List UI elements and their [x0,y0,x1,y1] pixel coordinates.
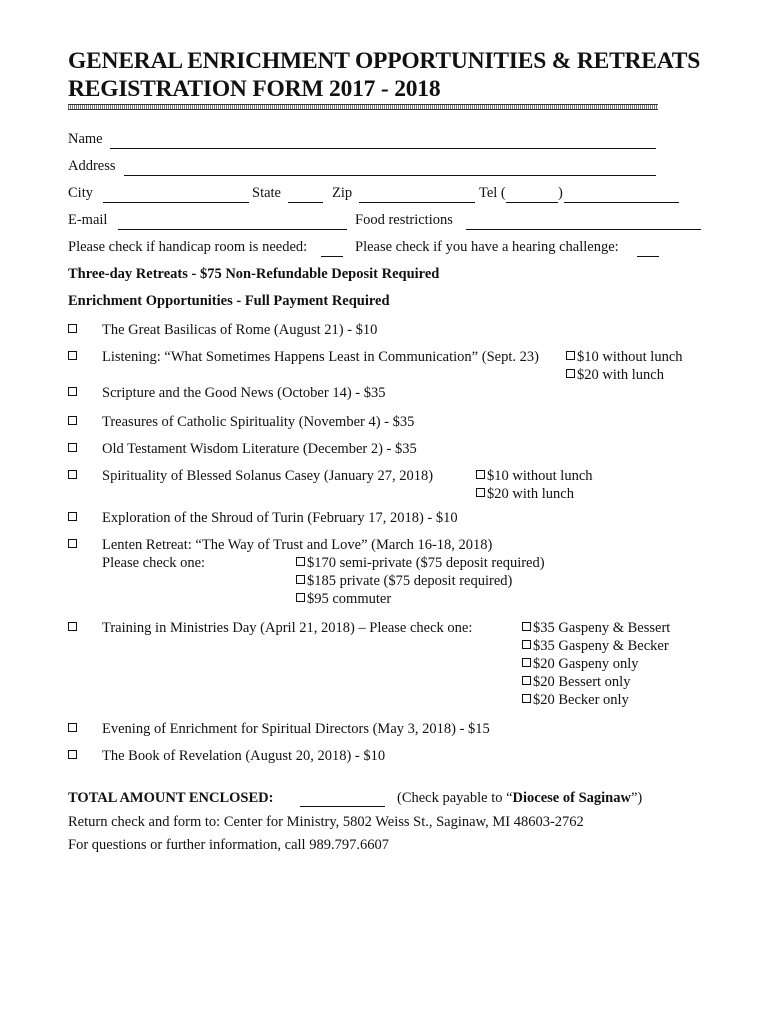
event-treasures: Treasures of Catholic Spirituality (November 4) - $35 [102,414,415,430]
enrichment-heading: Enrichment Opportunities - Full Payment Required [68,293,390,309]
training-option-gaspeny-becker[interactable] [522,638,669,655]
lenten-checkbox[interactable] [68,537,79,554]
payable-note [397,790,642,807]
address-label: Address [68,158,116,174]
listening-checkbox[interactable] [68,349,79,366]
name-label: Name [68,131,103,147]
total-amount-label: TOTAL AMOUNT ENCLOSED: [68,790,274,806]
event-scripture: Scripture and the Good News (October 14) - $35 [102,385,386,401]
event-evening: Evening of Enrichment for Spiritual Directors (May 3, 2018) - $15 [102,721,490,737]
solanus-option-no-lunch[interactable] [476,468,593,485]
tel-close-paren: ) [558,185,563,201]
lenten-option-semi-private-label: $170 semi-private ($75 deposit required) [307,555,545,571]
training-option-becker-only[interactable] [522,692,629,709]
lenten-option-semi-private[interactable] [296,555,545,572]
handicap-field[interactable] [321,256,343,257]
lenten-check-one-label: Please check one: [102,555,206,571]
basilicas-checkbox[interactable] [68,322,79,339]
address-field[interactable] [124,175,656,176]
food-restrictions-field[interactable] [466,229,701,230]
shroud-checkbox[interactable] [68,510,79,527]
lenten-option-commuter-label: $95 commuter [307,591,392,607]
event-solanus: Spirituality of Blessed Solanus Casey (January 27, 2018) [102,468,434,484]
listening-option-no-lunch[interactable] [566,349,683,366]
payable-suffix: ”) [630,790,643,806]
lenten-option-commuter[interactable] [296,591,391,608]
solanus-option-no-lunch-label: $10 without lunch [487,468,593,484]
training-checkbox[interactable] [68,620,79,637]
training-option-gaspeny-only-label: $20 Gaspeny only [533,656,639,672]
lenten-option-private-label: $185 private ($75 deposit required) [307,573,513,589]
return-address: Return check and form to: Center for Ministry, 5802 Weiss St., Saginaw, MI 48603-2762 [68,814,584,830]
evening-checkbox[interactable] [68,721,79,738]
city-label: City [68,185,93,201]
form-title-line2: REGISTRATION FORM 2017 - 2018 [68,76,441,102]
hearing-field[interactable] [637,256,659,257]
email-field[interactable] [118,229,347,230]
zip-field[interactable] [359,202,475,203]
title-divider [68,104,658,110]
event-wisdom: Old Testament Wisdom Literature (December 2) - $35 [102,441,417,457]
listening-option-lunch[interactable] [566,367,664,384]
tel-area-code-field[interactable] [506,202,558,203]
payable-prefix: (Check payable to “ [397,790,513,806]
event-listening: Listening: “What Sometimes Happens Least in Communication” (Sept. 23) [102,349,539,365]
tel-field[interactable] [564,202,679,203]
training-option-becker-only-label: $20 Becker only [533,692,629,708]
training-option-gaspeny-bessert[interactable] [522,620,670,637]
state-label: State [252,185,281,201]
solanus-option-lunch[interactable] [476,486,574,503]
questions-contact: For questions or further information, call 989.797.6607 [68,837,389,853]
event-revelation: The Book of Revelation (August 20, 2018) - $10 [102,748,386,764]
revelation-checkbox[interactable] [68,748,79,765]
food-restrictions-label: Food restrictions [355,212,453,228]
listening-option-lunch-label: $20 with lunch [577,367,664,383]
solanus-checkbox[interactable] [68,468,79,485]
training-option-bessert-only-label: $20 Bessert only [533,674,631,690]
training-option-gaspeny-bessert-label: $35 Gaspeny & Bessert [533,620,671,636]
handicap-label: Please check if handicap room is needed: [68,239,308,255]
event-basilicas: The Great Basilicas of Rome (August 21) - $10 [102,322,378,338]
zip-label: Zip [332,185,353,201]
scripture-checkbox[interactable] [68,385,79,402]
event-training: Training in Ministries Day (April 21, 2018) – Please check one: [102,620,473,636]
event-lenten: Lenten Retreat: “The Way of Trust and Love” (March 16-18, 2018) [102,537,493,553]
training-option-gaspeny-only[interactable] [522,656,639,673]
retreats-heading: Three-day Retreats - $75 Non-Refundable Deposit Required [68,266,440,282]
city-field[interactable] [103,202,249,203]
treasures-checkbox[interactable] [68,414,79,431]
solanus-option-lunch-label: $20 with lunch [487,486,574,502]
form-title-line1: GENERAL ENRICHMENT OPPORTUNITIES & RETREATS [68,48,701,74]
event-shroud: Exploration of the Shroud of Turin (February 17, 2018) - $10 [102,510,458,526]
name-field[interactable] [110,148,656,149]
email-label: E-mail [68,212,108,228]
lenten-option-private[interactable] [296,573,512,590]
total-amount-field[interactable] [300,806,385,807]
training-option-bessert-only[interactable] [522,674,630,691]
payable-name: Diocese of Saginaw [512,790,631,806]
hearing-label: Please check if you have a hearing challenge: [355,239,619,255]
tel-label: Tel ( [479,185,506,201]
wisdom-checkbox[interactable] [68,441,79,458]
listening-option-no-lunch-label: $10 without lunch [577,349,683,365]
state-field[interactable] [288,202,323,203]
training-option-gaspeny-becker-label: $35 Gaspeny & Becker [533,638,669,654]
